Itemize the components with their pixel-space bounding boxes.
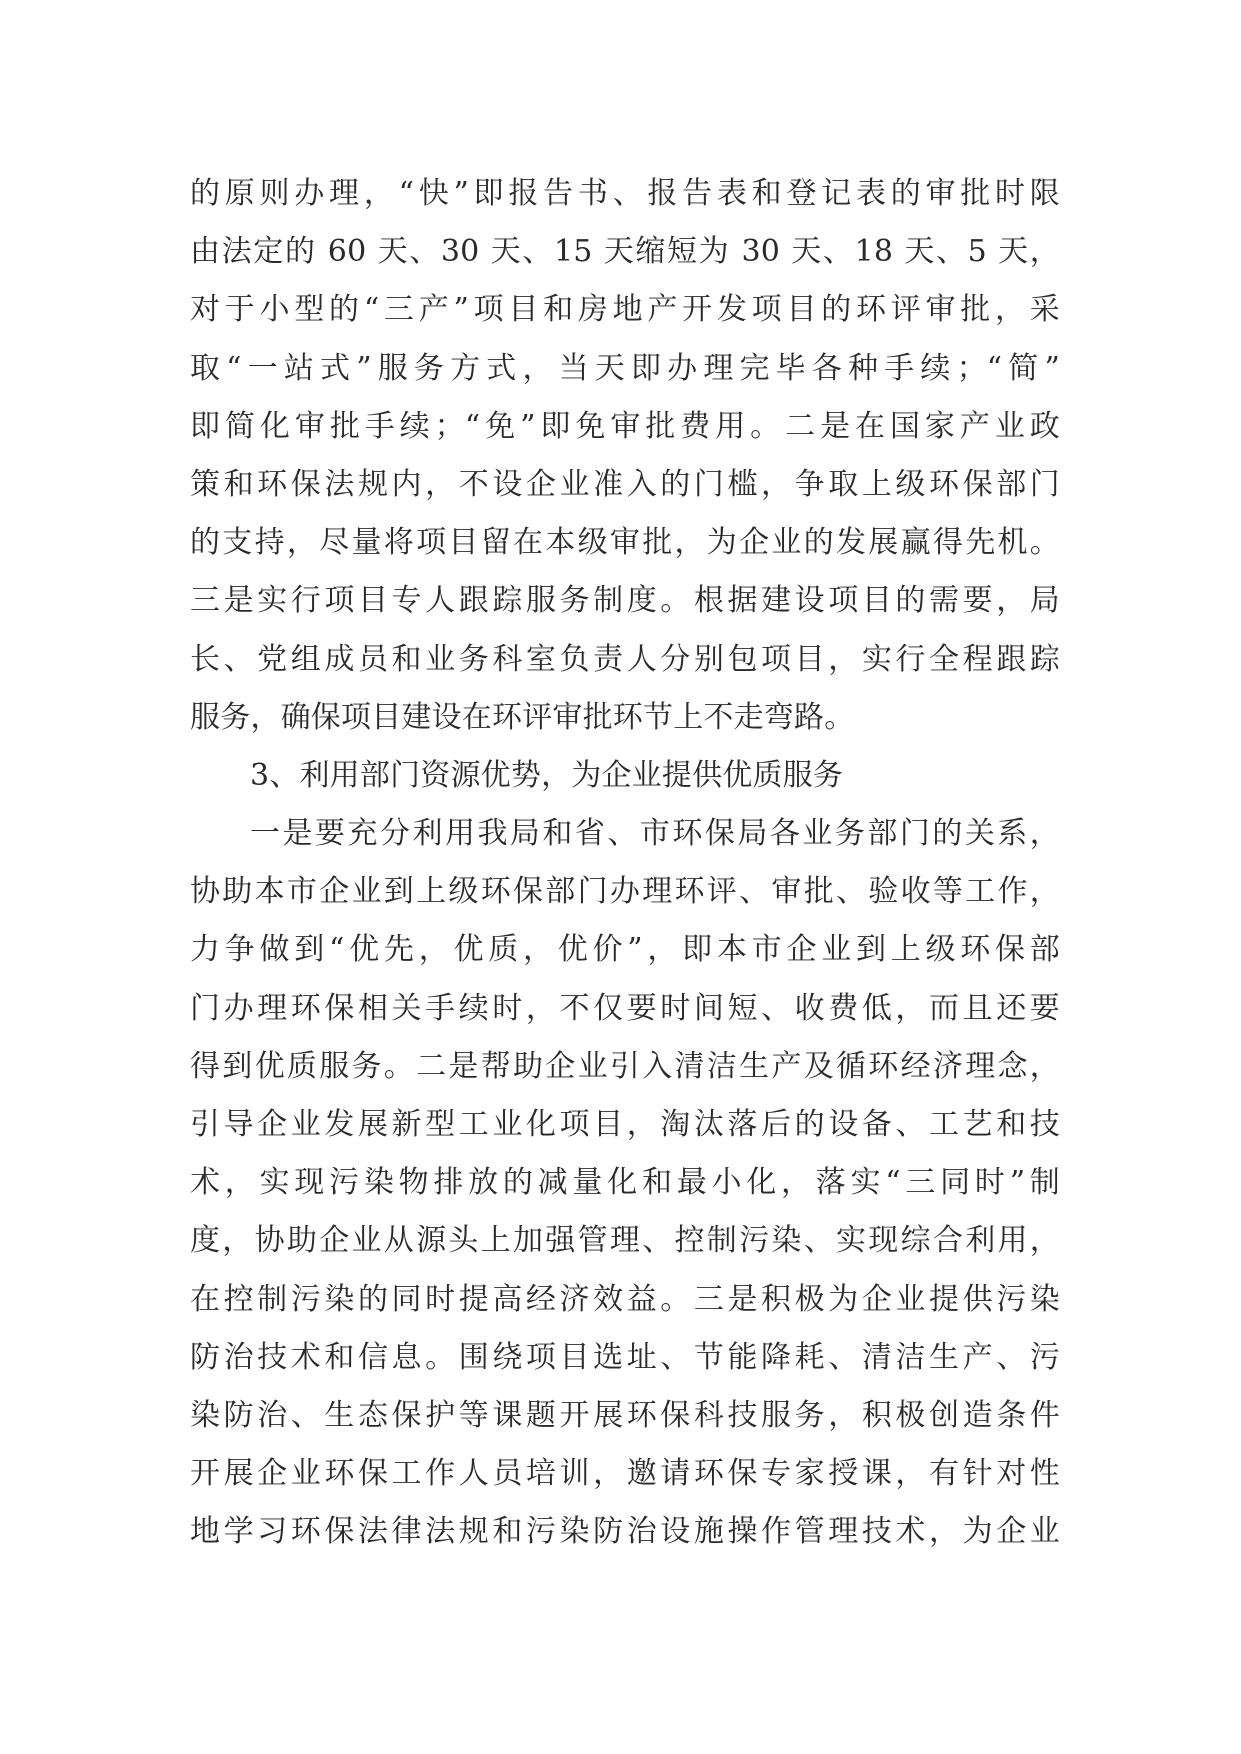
body-text xyxy=(190,165,1060,1562)
section-heading: 3、利用部门资源优势，为企业提供优质服务 xyxy=(250,757,844,793)
text-line: 由法定的 60 天、30 天、15 天缩短为 30 天、18 天、5 天， xyxy=(190,234,1060,270)
text-line: 地学习环保法律法规和污染防治设施操作管理技术，为企业 xyxy=(190,1514,1060,1550)
text-line: 染防治、生态保护等课题开展环保科技服务，积极创造条件 xyxy=(190,1397,1060,1433)
text-line: 一是要充分利用我局和省、市环保局各业务部门的关系， xyxy=(250,816,1060,852)
text-line: 在控制污染的同时提高经济效益。三是积极为企业提供污染 xyxy=(190,1281,1060,1317)
text-line: 对于小型的“三产”项目和房地产开发项目的环评审批，采 xyxy=(190,292,1060,328)
text-line: 策和环保法规内，不设企业准入的门槛，争取上级环保部门 xyxy=(190,466,1060,502)
text-line: 门办理环保相关手续时，不仅要时间短、收费低，而且还要 xyxy=(190,990,1060,1026)
text-line: 服务，确保项目建设在环评审批环节上不走弯路。 xyxy=(190,699,855,735)
text-line: 三是实行项目专人跟踪服务制度。根据建设项目的需要，局 xyxy=(190,583,1060,619)
text-line: 的支持，尽量将项目留在本级审批，为企业的发展赢得先机。 xyxy=(190,525,1060,561)
text-line: 引导企业发展新型工业化项目，淘汰落后的设备、工艺和技 xyxy=(190,1107,1060,1142)
text-line: 协助本市企业到上级环保部门办理环评、审批、验收等工作， xyxy=(190,874,1060,910)
text-line: 度，协助企业从源头上加强管理、控制污染、实现综合利用， xyxy=(190,1223,1060,1259)
text-line: 开展企业环保工作人员培训，邀请环保专家授课，有针对性 xyxy=(190,1456,1060,1492)
text-line: 得到优质服务。二是帮助企业引入清洁生产及循环经济理念， xyxy=(190,1048,1060,1084)
text-line: 取“一站式”服务方式，当天即办理完毕各种手续；“简” xyxy=(190,350,1061,386)
text-line: 的原则办理，“快”即报告书、报告表和登记表的审批时限 xyxy=(190,176,1060,211)
text-line: 防治技术和信息。围绕项目选址、节能降耗、清洁生产、污 xyxy=(190,1339,1060,1375)
text-line: 即简化审批手续；“免”即免审批费用。二是在国家产业政 xyxy=(190,408,1060,444)
text-line: 术，实现污染物排放的减量化和最小化，落实“三同时”制 xyxy=(190,1165,1060,1201)
text-line: 力争做到“优先，优质，优价”，即本市企业到上级环保部 xyxy=(190,932,1060,968)
text-line: 长、党组成员和业务科室负责人分别包项目，实行全程跟踪 xyxy=(190,641,1060,677)
